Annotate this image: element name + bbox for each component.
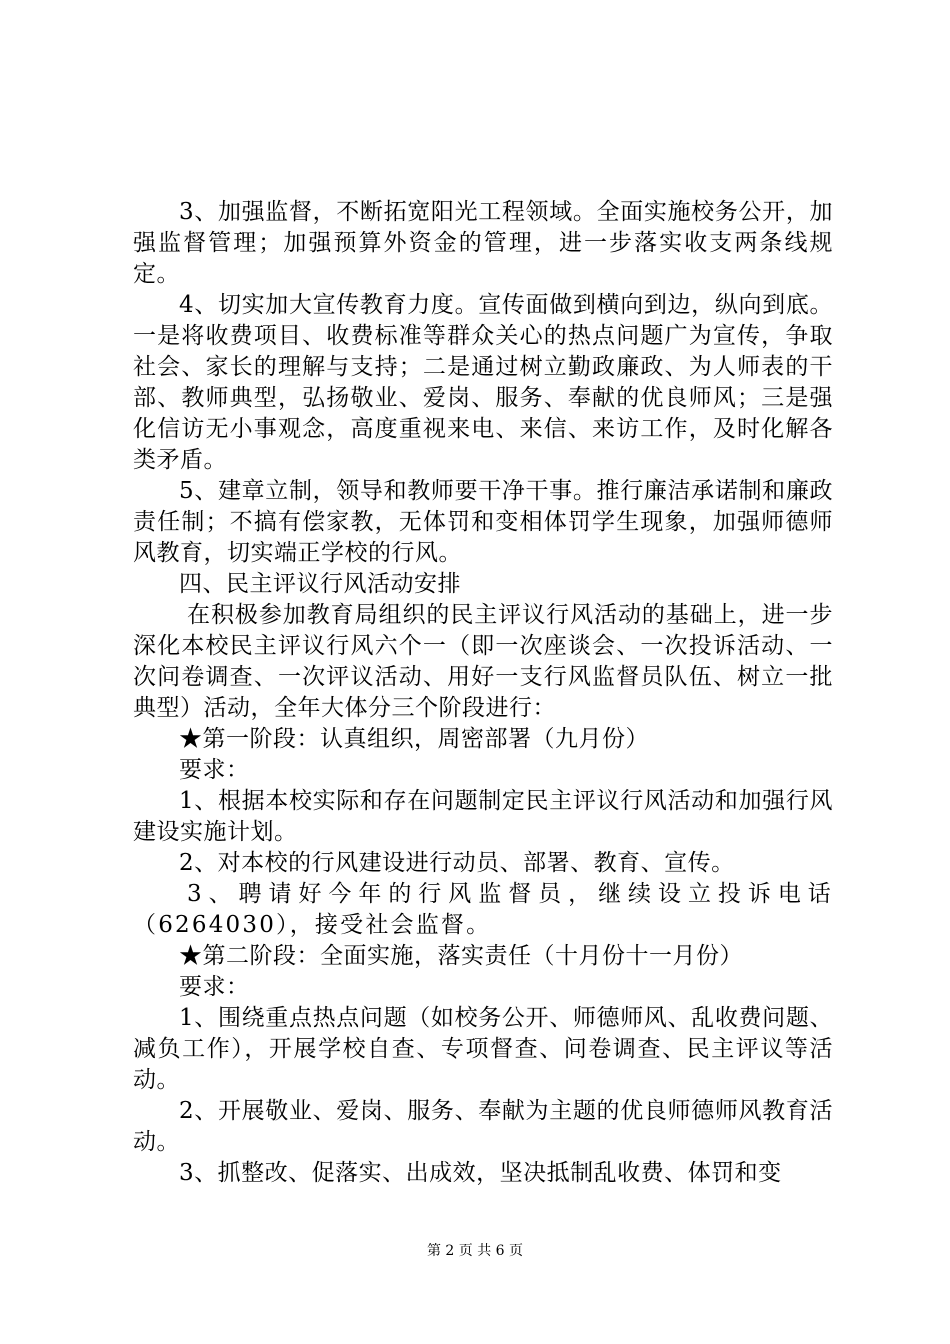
stage1-requirement-2: 2、对本校的行风建设进行动员、部署、教育、宣传。: [179, 850, 735, 876]
requirements-label: 要求：: [179, 757, 250, 783]
section-heading-4: 四、民主评议行风活动安排: [179, 571, 461, 597]
stage1-requirement-1: 1、根据本校实际和存在问题制定民主评议行风活动和加强行风建设实施计划。: [133, 788, 833, 845]
requirements-label: 要求：: [179, 974, 250, 1000]
paragraph-item-5: 5、建章立制，领导和教师要干净干事。推行廉洁承诺制和廉政责任制；不搞有偿家教，无体罚和变相体罚学生现象，加强师德师风教育，切实端正学校的行风。: [133, 478, 833, 566]
stage-heading-1: ★第一阶段：认真组织，周密部署（九月份）: [179, 726, 649, 752]
paragraph-item-4: 4、切实加大宣传教育力度。宣传面做到横向到边，纵向到底。一是将收费项目、收费标准等群众关心的热点问题广为宣传，争取社会、家长的理解与支持；二是通过树立勤政廉政、为人师表的干部、教师典型，弘扬敬业、爱岗、服务、奉献的优良师风；三是强化信访无小事观念，高度重视来电、来信、来访工作，及时化解各类矛盾。: [133, 292, 833, 473]
paragraph-activity-intro: 在积极参加教育局组织的民主评议行风活动的基础上，进一步深化本校民主评议行风六个一（即一次座谈会、一次投诉活动、一次问卷调查、一次评议活动、用好一支行风监督员队伍、树立一批典型）活动，全年大体分三个阶段进行：: [133, 602, 833, 721]
paragraph-item-3: 3、加强监督，不断拓宽阳光工程领域。全面实施校务公开，加强监督管理；加强预算外资金的管理，进一步落实收支两条线规定。: [133, 199, 833, 287]
stage2-requirement-2: 2、开展敬业、爱岗、服务、奉献为主题的优良师德师风教育活动。: [133, 1098, 833, 1155]
page-number-footer: 第 2 页 共 6 页: [426, 1243, 524, 1259]
stage1-requirement-3: 3、聘请好今年的行风监督员，继续设立投诉电话（6264030），接受社会监督。: [133, 881, 833, 938]
stage-heading-2: ★第二阶段：全面实施，落实责任（十月份十一月份）: [179, 943, 743, 969]
stage2-requirement-3: 3、抓整改、促落实、出成效，坚决抵制乱收费、体罚和变: [179, 1160, 782, 1186]
document-body: [133, 197, 833, 1189]
stage2-requirement-1: 1、围绕重点热点问题（如校务公开、师德师风、乱收费问题、减负工作），开展学校自查、专项督查、问卷调查、民主评议等活动。: [133, 1005, 833, 1093]
